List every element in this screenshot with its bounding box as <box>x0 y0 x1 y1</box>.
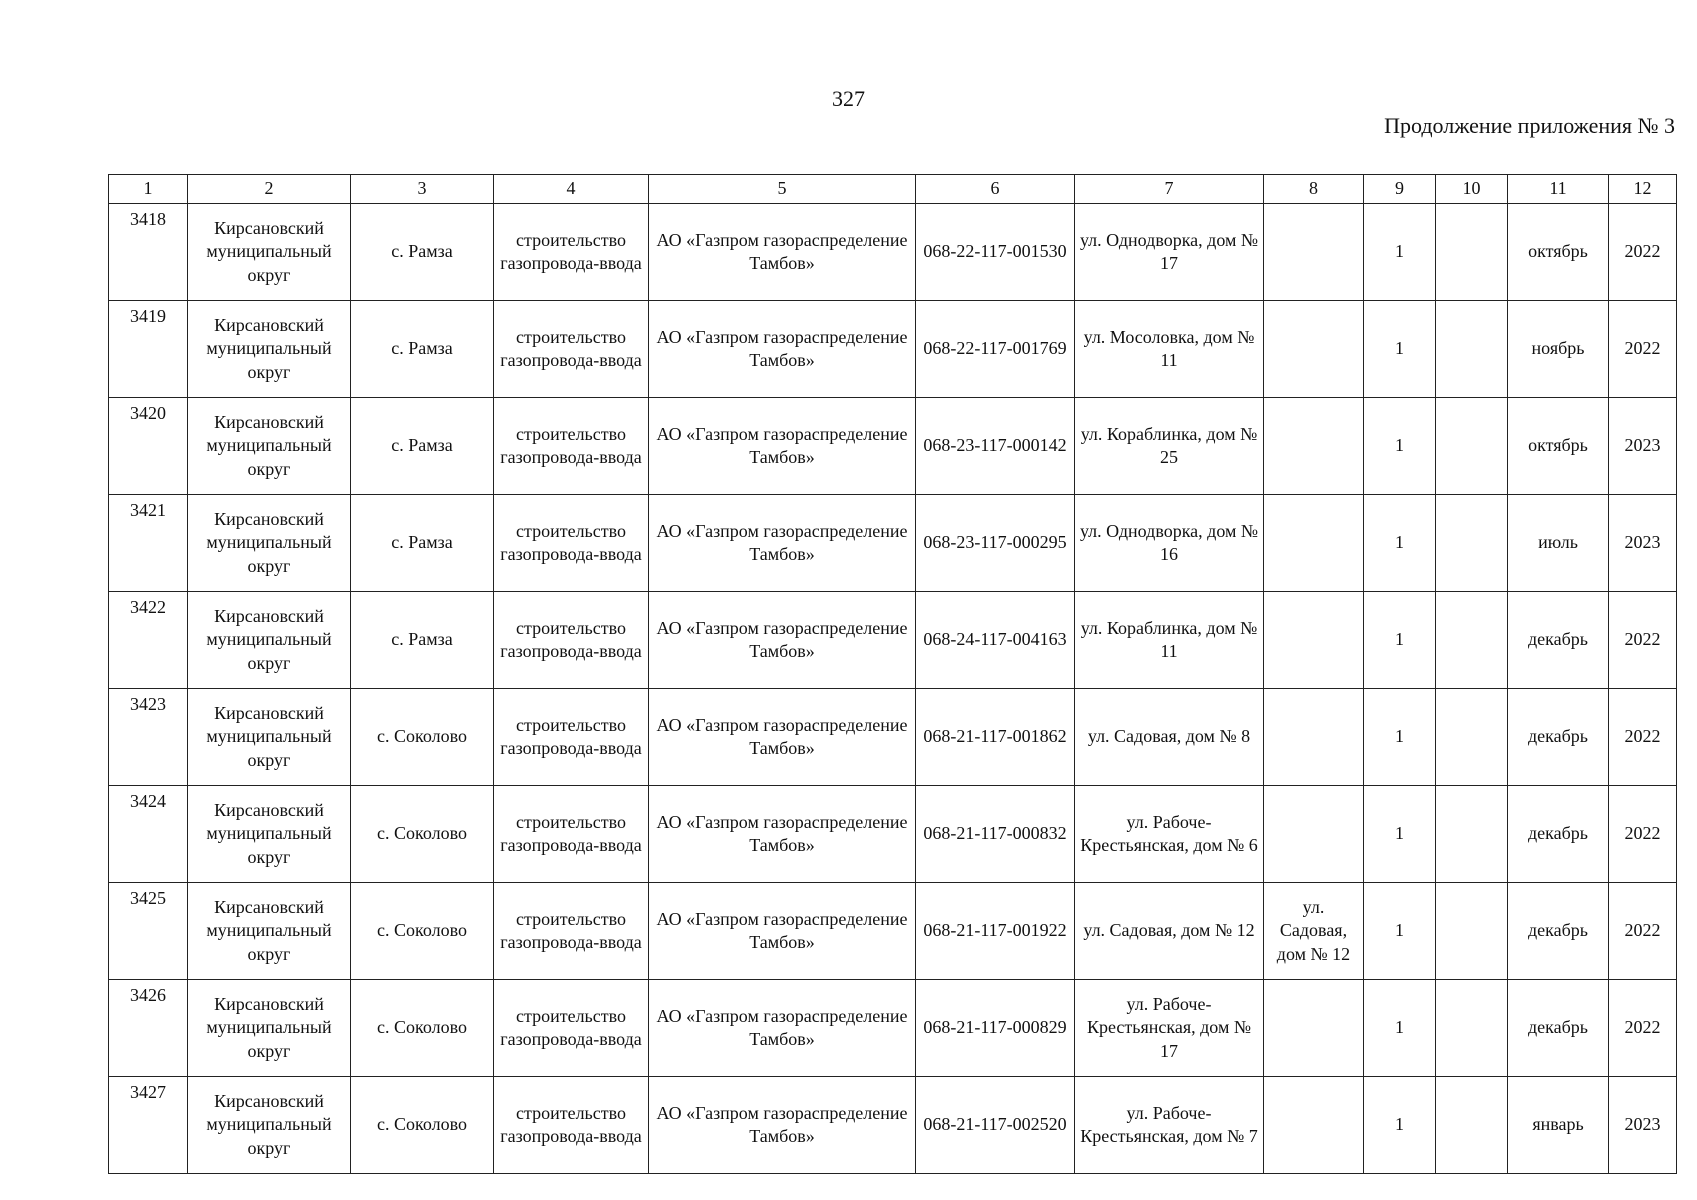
cell-code: 068-21-117-000829 <box>916 980 1075 1077</box>
cell-month: январь <box>1508 1077 1609 1174</box>
cell-quantity: 1 <box>1364 301 1436 398</box>
cell-address: ул. Садовая, дом № 8 <box>1075 689 1264 786</box>
cell-month: октябрь <box>1508 398 1609 495</box>
cell-address: ул. Садовая, дом № 12 <box>1075 883 1264 980</box>
cell-number: 3426 <box>109 980 188 1077</box>
cell-organization: АО «Газпром газораспределение Тамбов» <box>649 204 916 301</box>
cell-quantity: 1 <box>1364 689 1436 786</box>
cell-address: ул. Однодворка, дом № 16 <box>1075 495 1264 592</box>
column-header: 10 <box>1436 175 1508 204</box>
cell-col10 <box>1436 495 1508 592</box>
cell-month: ноябрь <box>1508 301 1609 398</box>
table-row <box>109 980 1677 1077</box>
cell-number: 3422 <box>109 592 188 689</box>
cell-month: октябрь <box>1508 204 1609 301</box>
cell-quantity: 1 <box>1364 495 1436 592</box>
column-header: 3 <box>351 175 494 204</box>
cell-number: 3423 <box>109 689 188 786</box>
cell-col8 <box>1264 301 1364 398</box>
registry-table <box>108 174 1677 1174</box>
cell-settlement: с. Рамза <box>351 398 494 495</box>
cell-year: 2023 <box>1609 1077 1677 1174</box>
column-header: 5 <box>649 175 916 204</box>
cell-organization: АО «Газпром газораспределение Тамбов» <box>649 786 916 883</box>
cell-work-type: строительство газопровода-ввода <box>494 398 649 495</box>
table-row <box>109 786 1677 883</box>
cell-district: Кирсановский муниципальный округ <box>188 883 351 980</box>
cell-work-type: строительство газопровода-ввода <box>494 980 649 1077</box>
cell-district: Кирсановский муниципальный округ <box>188 689 351 786</box>
cell-work-type: строительство газопровода-ввода <box>494 689 649 786</box>
cell-district: Кирсановский муниципальный округ <box>188 1077 351 1174</box>
table-row <box>109 1077 1677 1174</box>
cell-address: ул. Однодворка, дом № 17 <box>1075 204 1264 301</box>
cell-month: июль <box>1508 495 1609 592</box>
cell-organization: АО «Газпром газораспределение Тамбов» <box>649 689 916 786</box>
cell-month: декабрь <box>1508 883 1609 980</box>
cell-col8 <box>1264 398 1364 495</box>
cell-col10 <box>1436 1077 1508 1174</box>
column-header: 11 <box>1508 175 1609 204</box>
cell-organization: АО «Газпром газораспределение Тамбов» <box>649 883 916 980</box>
cell-number: 3424 <box>109 786 188 883</box>
cell-year: 2022 <box>1609 689 1677 786</box>
cell-year: 2023 <box>1609 495 1677 592</box>
cell-address: ул. Рабоче-Крестьянская, дом № 7 <box>1075 1077 1264 1174</box>
cell-settlement: с. Соколово <box>351 1077 494 1174</box>
cell-settlement: с. Рамза <box>351 204 494 301</box>
cell-organization: АО «Газпром газораспределение Тамбов» <box>649 495 916 592</box>
cell-col10 <box>1436 592 1508 689</box>
table-row <box>109 301 1677 398</box>
cell-code: 068-21-117-001862 <box>916 689 1075 786</box>
cell-settlement: с. Соколово <box>351 980 494 1077</box>
table-row <box>109 398 1677 495</box>
cell-work-type: строительство газопровода-ввода <box>494 301 649 398</box>
cell-organization: АО «Газпром газораспределение Тамбов» <box>649 301 916 398</box>
cell-work-type: строительство газопровода-ввода <box>494 786 649 883</box>
appendix-caption: Продолжение приложения № 3 <box>1384 113 1675 138</box>
table-row <box>109 689 1677 786</box>
cell-district: Кирсановский муниципальный округ <box>188 301 351 398</box>
cell-quantity: 1 <box>1364 592 1436 689</box>
cell-number: 3419 <box>109 301 188 398</box>
cell-organization: АО «Газпром газораспределение Тамбов» <box>649 398 916 495</box>
table-row <box>109 495 1677 592</box>
cell-quantity: 1 <box>1364 398 1436 495</box>
cell-settlement: с. Соколово <box>351 689 494 786</box>
cell-year: 2022 <box>1609 301 1677 398</box>
cell-col8 <box>1264 204 1364 301</box>
column-header: 1 <box>109 175 188 204</box>
cell-col8 <box>1264 592 1364 689</box>
cell-col8 <box>1264 689 1364 786</box>
cell-address: ул. Рабоче-Крестьянская, дом № 17 <box>1075 980 1264 1077</box>
cell-col8 <box>1264 495 1364 592</box>
cell-settlement: с. Рамза <box>351 495 494 592</box>
cell-settlement: с. Рамза <box>351 301 494 398</box>
cell-code: 068-24-117-004163 <box>916 592 1075 689</box>
cell-address: ул. Рабоче-Крестьянская, дом № 6 <box>1075 786 1264 883</box>
cell-code: 068-22-117-001769 <box>916 301 1075 398</box>
cell-year: 2022 <box>1609 980 1677 1077</box>
cell-work-type: строительство газопровода-ввода <box>494 1077 649 1174</box>
cell-quantity: 1 <box>1364 1077 1436 1174</box>
cell-district: Кирсановский муниципальный округ <box>188 592 351 689</box>
cell-district: Кирсановский муниципальный округ <box>188 204 351 301</box>
cell-col10 <box>1436 398 1508 495</box>
cell-code: 068-22-117-001530 <box>916 204 1075 301</box>
cell-number: 3427 <box>109 1077 188 1174</box>
cell-col8 <box>1264 786 1364 883</box>
cell-number: 3425 <box>109 883 188 980</box>
cell-year: 2022 <box>1609 204 1677 301</box>
table-row <box>109 204 1677 301</box>
cell-col8 <box>1264 980 1364 1077</box>
page-number: 327 <box>832 86 865 111</box>
column-header: 9 <box>1364 175 1436 204</box>
cell-quantity: 1 <box>1364 786 1436 883</box>
cell-work-type: строительство газопровода-ввода <box>494 883 649 980</box>
cell-col10 <box>1436 980 1508 1077</box>
cell-col10 <box>1436 689 1508 786</box>
cell-code: 068-23-117-000295 <box>916 495 1075 592</box>
cell-number: 3420 <box>109 398 188 495</box>
cell-code: 068-21-117-002520 <box>916 1077 1075 1174</box>
cell-col10 <box>1436 204 1508 301</box>
cell-year: 2023 <box>1609 398 1677 495</box>
cell-year: 2022 <box>1609 883 1677 980</box>
column-header: 4 <box>494 175 649 204</box>
cell-settlement: с. Соколово <box>351 786 494 883</box>
cell-year: 2022 <box>1609 592 1677 689</box>
table-row <box>109 592 1677 689</box>
cell-col8: ул. Садовая, дом № 12 <box>1264 883 1364 980</box>
cell-district: Кирсановский муниципальный округ <box>188 786 351 883</box>
column-header: 6 <box>916 175 1075 204</box>
table-row <box>109 883 1677 980</box>
header-row <box>109 175 1677 204</box>
cell-quantity: 1 <box>1364 204 1436 301</box>
cell-number: 3418 <box>109 204 188 301</box>
cell-settlement: с. Рамза <box>351 592 494 689</box>
cell-settlement: с. Соколово <box>351 883 494 980</box>
cell-code: 068-21-117-001922 <box>916 883 1075 980</box>
cell-code: 068-21-117-000832 <box>916 786 1075 883</box>
column-header: 7 <box>1075 175 1264 204</box>
cell-quantity: 1 <box>1364 980 1436 1077</box>
cell-organization: АО «Газпром газораспределение Тамбов» <box>649 1077 916 1174</box>
cell-district: Кирсановский муниципальный округ <box>188 980 351 1077</box>
cell-code: 068-23-117-000142 <box>916 398 1075 495</box>
column-header: 2 <box>188 175 351 204</box>
cell-work-type: строительство газопровода-ввода <box>494 204 649 301</box>
cell-district: Кирсановский муниципальный округ <box>188 495 351 592</box>
cell-year: 2022 <box>1609 786 1677 883</box>
cell-work-type: строительство газопровода-ввода <box>494 592 649 689</box>
cell-address: ул. Мосоловка, дом № 11 <box>1075 301 1264 398</box>
cell-col10 <box>1436 883 1508 980</box>
cell-month: декабрь <box>1508 592 1609 689</box>
column-header: 12 <box>1609 175 1677 204</box>
cell-month: декабрь <box>1508 689 1609 786</box>
cell-month: декабрь <box>1508 980 1609 1077</box>
cell-number: 3421 <box>109 495 188 592</box>
cell-col10 <box>1436 786 1508 883</box>
cell-quantity: 1 <box>1364 883 1436 980</box>
cell-organization: АО «Газпром газораспределение Тамбов» <box>649 980 916 1077</box>
cell-address: ул. Кораблинка, дом № 11 <box>1075 592 1264 689</box>
column-header: 8 <box>1264 175 1364 204</box>
cell-organization: АО «Газпром газораспределение Тамбов» <box>649 592 916 689</box>
cell-work-type: строительство газопровода-ввода <box>494 495 649 592</box>
cell-col8 <box>1264 1077 1364 1174</box>
cell-month: декабрь <box>1508 786 1609 883</box>
cell-address: ул. Кораблинка, дом № 25 <box>1075 398 1264 495</box>
cell-district: Кирсановский муниципальный округ <box>188 398 351 495</box>
cell-col10 <box>1436 301 1508 398</box>
